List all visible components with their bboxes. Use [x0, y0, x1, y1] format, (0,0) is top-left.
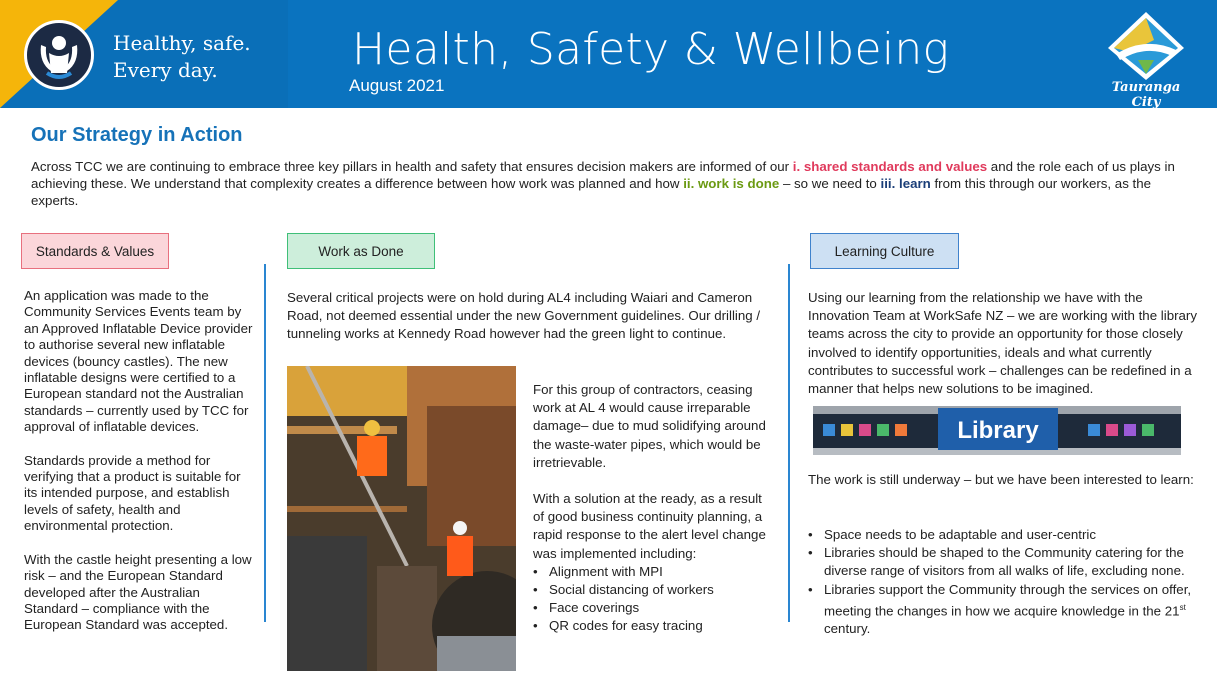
tagline-line-2: Every day.	[113, 58, 218, 82]
standards-column	[24, 288, 254, 634]
standards-paragraph: With the castle height presenting a low risk – and the European Standard developed after the Australian Standard – compliance with the European Standard was accepted.	[24, 551, 252, 633]
intro-text-3: – so we need to	[779, 176, 881, 191]
intro-text-4: from this through our workers, as the experts.	[31, 176, 1152, 208]
list-item: • QR codes for easy tracing	[533, 617, 768, 635]
standards-paragraph: Standards provide a method for verifying that a product is suitable for its intended purpose, and establish levels of safety, health and environmental protection.	[24, 452, 241, 534]
bullet-text-end: century.	[824, 621, 871, 637]
pillar-label-learning-culture: Learning Culture	[810, 233, 959, 269]
list-item: • Social distancing of workers	[533, 581, 768, 599]
list-item: • Face coverings	[533, 599, 768, 617]
library-sign-photo	[813, 406, 1181, 455]
tagline	[113, 30, 283, 84]
standards-paragraph: An application was made to the Community Services Events team by an Approved Inflatable Device provider to authorise several new inflatable devices (bouncy castles). The new inflatable designs were certified to a European standard not the Australian standards – currently used by TCC for approval of inflatable devices.	[24, 288, 253, 435]
learning-intro-paragraph: Using our learning from the relationship we have with the Innovation Team at WorkSafe NZ – we are working with the library teams across the city to provide an opportunity for those closely involved to identify opportunities, ideals and what currently contributes to successful work – challenges can be redefined in a manner that helps new solutions to be imagined.	[808, 290, 1197, 397]
pillar-label-work-as-done: Work as Done	[287, 233, 435, 269]
library-sign-text: Library	[957, 417, 1039, 444]
logo-panel	[0, 0, 288, 108]
ordinal-suffix: st	[1179, 602, 1186, 612]
page-title: Health, Safety & Wellbeing	[352, 24, 950, 75]
tunnel-worksite-photo	[287, 366, 516, 671]
bullet-text: Libraries support the Community through the services on offer, meeting the changes in how we acquire knowledge in the 21	[824, 581, 1192, 619]
page-date: August 2021	[349, 76, 445, 95]
learning-underway-text: The work is still underway – but we have been interested to learn:	[808, 472, 1194, 487]
intro-text-1: Across TCC we are continuing to embrace three key pillars in health and safety that ensures decision makers are informed of our	[31, 159, 793, 174]
work-paragraph: For this group of contractors, ceasing work at AL 4 would cause irreparable damage– due to mud solidifying around the waste-water pipes, which would be irretrievable.	[533, 382, 766, 470]
work-response-list	[533, 563, 768, 636]
highlight-shared-standards: i. shared standards and values	[792, 159, 988, 174]
work-detail-column	[533, 381, 768, 636]
work-intro-paragraph: Several critical projects were on hold during AL4 including Waiari and Cameron Road, not deemed essential under the new Government guidelines. Our drilling / tunneling works at Kennedy Road however had the green light to continue.	[287, 290, 761, 342]
intro-text-2: and the role each of us plays in achieving these. We understand that complexity creates a difference between how work was planned and how	[31, 159, 1175, 191]
column-divider	[788, 264, 790, 622]
highlight-learn: iii. learn	[880, 176, 931, 191]
wellbeing-person-icon	[24, 20, 94, 90]
list-item	[808, 581, 1206, 639]
list-item: • Libraries should be shaped to the Community catering for the diverse range of visitors from all walks of life, excluding none.	[808, 544, 1206, 580]
list-item: • Alignment with MPI	[533, 563, 768, 581]
learning-findings	[808, 526, 1206, 639]
intro-paragraph	[31, 158, 1181, 209]
list-item: • Space needs to be adaptable and user-centric	[808, 526, 1206, 544]
work-paragraph: With a solution at the ready, as a result of good business continuity planning, a rapid response to the alert level change was implemented including:	[533, 491, 766, 561]
learning-findings-list	[808, 526, 1206, 639]
brand-name: Tauranga City	[1111, 80, 1181, 110]
column-divider	[264, 264, 266, 622]
pillar-label-standards: Standards & Values	[21, 233, 169, 269]
tagline-line-1: Healthy, safe.	[113, 31, 251, 55]
highlight-work-done: ii. work is done	[683, 176, 780, 191]
section-heading: Our Strategy in Action	[31, 124, 243, 146]
